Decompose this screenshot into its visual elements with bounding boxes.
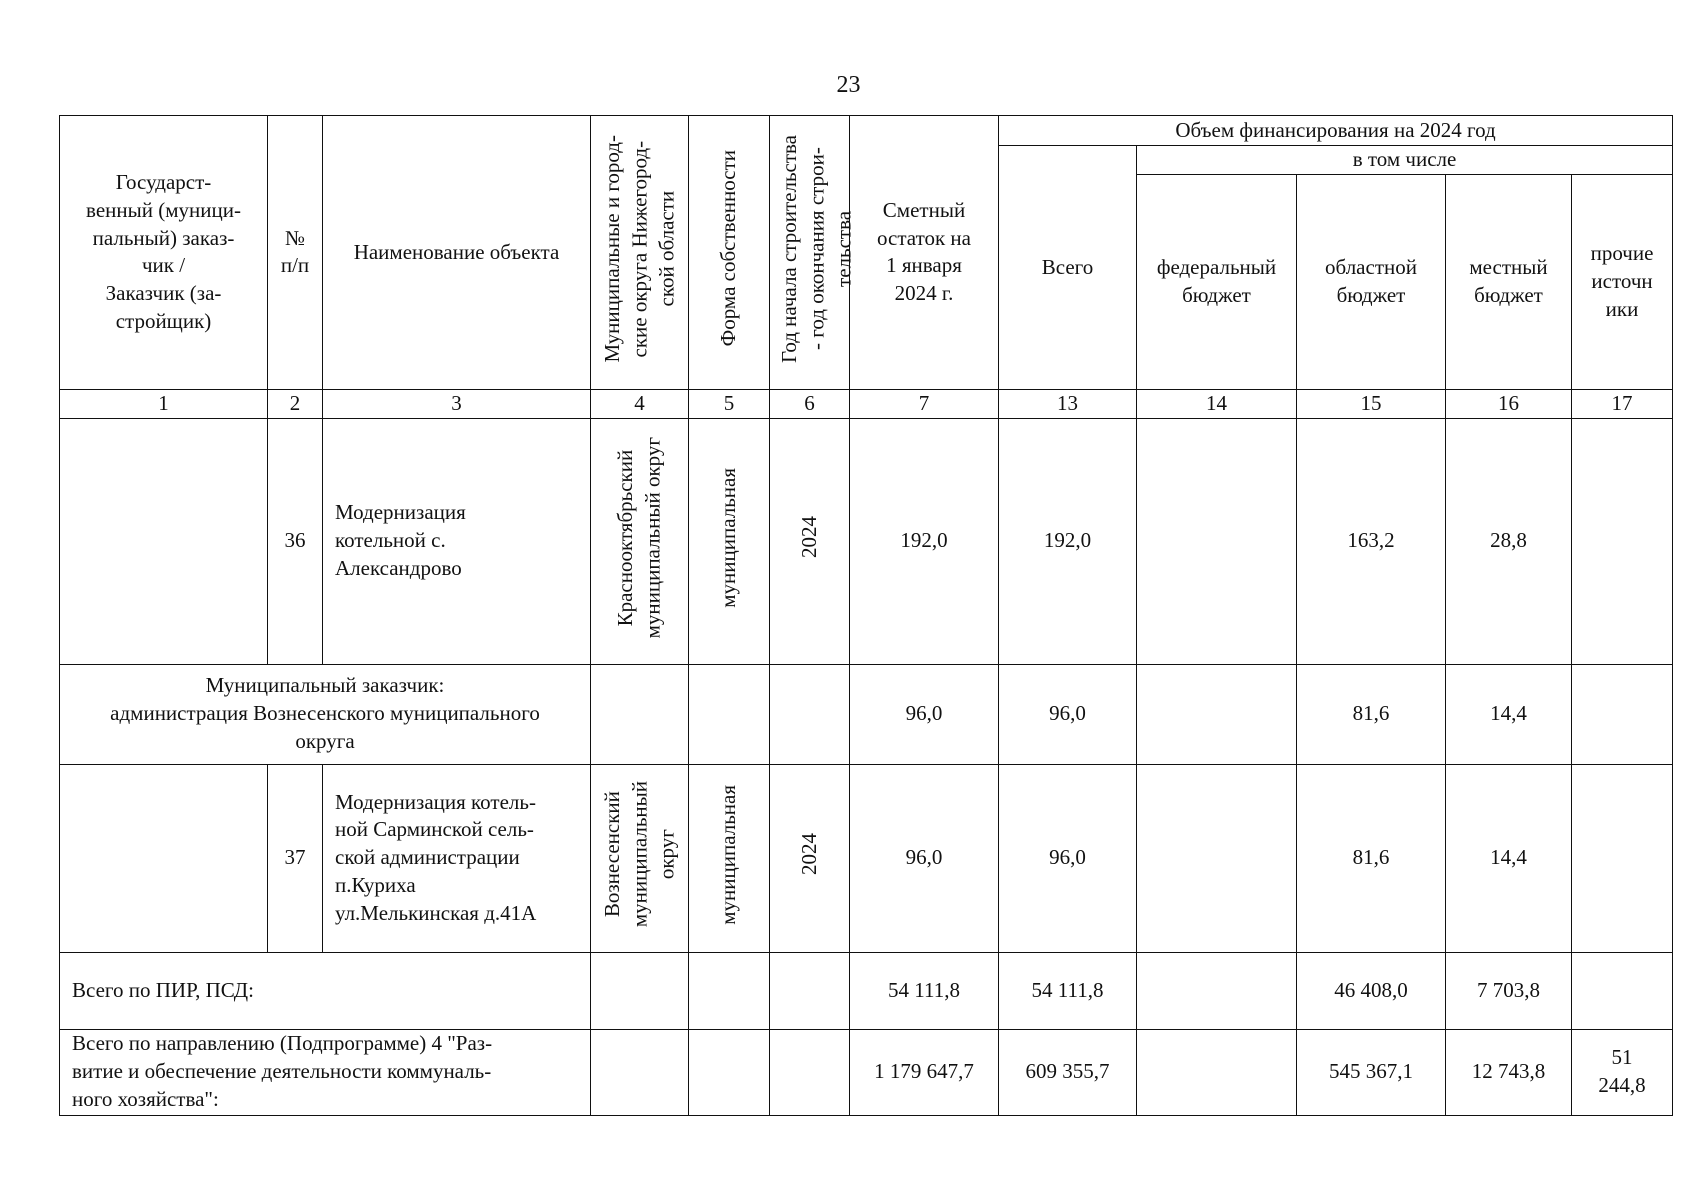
cell-local: 12 743,8 [1446, 1029, 1572, 1115]
table-row-customer-voznesensk [60, 664, 1673, 764]
header-other: прочие источн ики [1572, 174, 1673, 389]
cell-municipality [591, 664, 689, 764]
cell-regional: 46 408,0 [1297, 952, 1446, 1029]
cell-total: 54 111,8 [999, 952, 1137, 1029]
cell-federal [1137, 418, 1297, 664]
cell-customer [60, 418, 268, 664]
cell-balance: 1 179 647,7 [850, 1029, 999, 1115]
table-row-36 [60, 418, 1673, 664]
cell-num: 36 [268, 418, 323, 664]
cell-balance: 96,0 [850, 764, 999, 952]
cell-municipality: Вознесенский муниципальный округ [591, 764, 689, 952]
header-customer: Государст- венный (муници- пальный) заказ- чик / Заказчик (за- стройщик) [60, 116, 268, 390]
header-local: местный бюджет [1446, 174, 1572, 389]
column-number: 16 [1446, 389, 1572, 418]
cell-balance: 192,0 [850, 418, 999, 664]
header-municipality: Муниципальные и город- ские округа Нижегород- ской области [591, 116, 689, 390]
cell-years [770, 952, 850, 1029]
header-federal: федеральный бюджет [1137, 174, 1297, 389]
cell-local: 14,4 [1446, 664, 1572, 764]
cell-balance: 54 111,8 [850, 952, 999, 1029]
cell-local: 7 703,8 [1446, 952, 1572, 1029]
column-number: 6 [770, 389, 850, 418]
table-row-37 [60, 764, 1673, 952]
cell-other: 51 244,8 [1572, 1029, 1673, 1115]
cell-num: 37 [268, 764, 323, 952]
cell-federal [1137, 764, 1297, 952]
cell-other [1572, 664, 1673, 764]
column-number: 13 [999, 389, 1137, 418]
cell-years: 2024 [770, 418, 850, 664]
header-regional: областной бюджет [1297, 174, 1446, 389]
header-num: № п/п [268, 116, 323, 390]
cell-regional: 81,6 [1297, 664, 1446, 764]
table-row-total-direction [60, 1029, 1673, 1115]
header-ownership: Форма собственности [689, 116, 770, 390]
cell-customer [60, 764, 268, 952]
cell-municipality [591, 952, 689, 1029]
cell-other [1572, 418, 1673, 664]
header-object-name: Наименование объекта [323, 116, 591, 390]
cell-other [1572, 764, 1673, 952]
cell-ownership [689, 1029, 770, 1115]
header-total: Всего [999, 146, 1137, 390]
cell-ownership: муниципальная [689, 764, 770, 952]
column-number: 2 [268, 389, 323, 418]
header-including: в том числе [1137, 146, 1673, 175]
column-number: 3 [323, 389, 591, 418]
header-years: Год начала строительства - год окончания строи- тельства [770, 116, 850, 390]
cell-years [770, 1029, 850, 1115]
cell-customer-label: Муниципальный заказчик: администрация Вознесенского муниципального округа [60, 664, 591, 764]
cell-object-name: Модернизация котельной с. Александрово [323, 418, 591, 664]
cell-local: 28,8 [1446, 418, 1572, 664]
column-number: 1 [60, 389, 268, 418]
table-row-total-pir [60, 952, 1673, 1029]
column-number: 4 [591, 389, 689, 418]
cell-ownership [689, 664, 770, 764]
cell-total: 96,0 [999, 764, 1137, 952]
cell-municipality [591, 1029, 689, 1115]
cell-total: 609 355,7 [999, 1029, 1137, 1115]
cell-ownership: муниципальная [689, 418, 770, 664]
cell-other [1572, 952, 1673, 1029]
cell-federal [1137, 664, 1297, 764]
cell-municipality: Краснооктябрьский муниципальный округ [591, 418, 689, 664]
cell-years: 2024 [770, 764, 850, 952]
header-balance: Сметный остаток на 1 января 2024 г. [850, 116, 999, 390]
cell-total-label: Всего по направлению (Подпрограмме) 4 "Раз- витие и обеспечение деятельности коммуналь- ного хозяйства": [60, 1029, 591, 1115]
column-number: 5 [689, 389, 770, 418]
column-number: 14 [1137, 389, 1297, 418]
cell-regional: 545 367,1 [1297, 1029, 1446, 1115]
cell-balance: 96,0 [850, 664, 999, 764]
cell-object-name: Модернизация котель- ной Сарминской сель- ской администрации п.Куриха ул.Мелькинская д.41А [323, 764, 591, 952]
cell-federal [1137, 1029, 1297, 1115]
cell-ownership [689, 952, 770, 1029]
financing-table [59, 115, 1673, 1116]
cell-regional: 81,6 [1297, 764, 1446, 952]
cell-years [770, 664, 850, 764]
cell-total: 96,0 [999, 664, 1137, 764]
header-funding-group: Объем финансирования на 2024 год [999, 116, 1673, 146]
cell-regional: 163,2 [1297, 418, 1446, 664]
cell-total: 192,0 [999, 418, 1137, 664]
column-number: 7 [850, 389, 999, 418]
column-number: 15 [1297, 389, 1446, 418]
cell-local: 14,4 [1446, 764, 1572, 952]
column-number: 17 [1572, 389, 1673, 418]
column-numbers-row [60, 389, 1673, 418]
cell-total-label: Всего по ПИР, ПСД: [60, 952, 591, 1029]
cell-federal [1137, 952, 1297, 1029]
page-number: 23 [836, 72, 861, 98]
